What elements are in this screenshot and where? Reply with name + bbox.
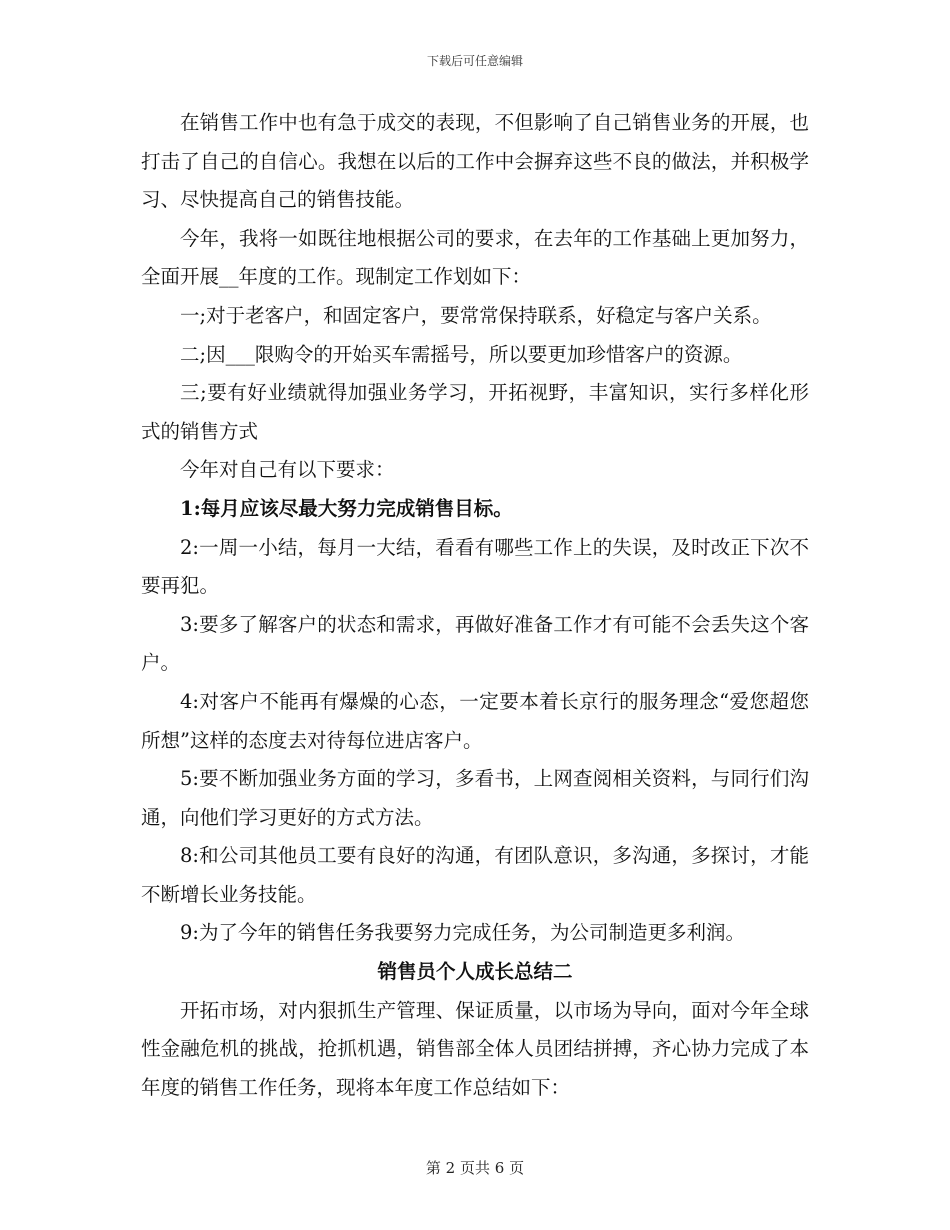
requirement-1: 1:每月应该尽最大努力完成销售目标。 [180,496,513,520]
paragraph-plan: 今年，我将一如既往地根据公司的要求，在去年的工作基础上更加努力，全面开展__年度的工作。现制定工作划如下： [141,226,809,289]
requirement-8: 8:和公司其他员工要有良好的沟通，有团队意识，多沟通，多探讨，才能不断增长业务技能。 [141,844,809,906]
page-footer: 第 2 页共 6 页 [425,1159,525,1177]
section-2-paragraph: 开拓市场，对内狠抓生产管理、保证质量，以市场为导向，面对今年全球性金融危机的挑战，抢抓机遇，销售部全体人员团结拼搏，齐心协力完成了本年度的销售工作任务，现将本年度工作总结如下： [141,998,809,1099]
plan-item-3: 三;要有好业绩就得加强业务学习，开拓视野，丰富知识，实行多样化形式的销售方式 [141,381,809,443]
requirements-intro: 今年对自己有以下要求： [180,458,395,482]
plan-item-1: 一;对于老客户，和固定客户，要常常保持联系，好稳定与客户关系。 [180,303,772,327]
requirement-5: 5:要不断加强业务方面的学习，多看书，上网查阅相关资料，与同行们沟通，向他们学习更好的方式方法。 [141,767,809,829]
paragraph-intro: 在销售工作中也有急于成交的表现，不但影响了自己销售业务的开展，也打击了自己的自信心。我想在以后的工作中会摒弃这些不良的做法，并积极学习、尽快提高自己的销售技能。 [141,111,809,212]
page-header: 下载后可任意编辑 [426,54,523,68]
plan-item-2: 二;因___限购令的开始买车需摇号，所以要更加珍惜客户的资源。 [180,342,743,366]
document-body [141,104,809,1107]
requirement-3: 3:要多了解客户的状态和需求，再做好准备工作才有可能不会丢失这个客户。 [141,612,809,675]
requirement-2: 2:一周一小结，每月一大结，看看有哪些工作上的失误，及时改正下次不要再犯。 [141,535,809,598]
requirement-4: 4:对客户不能再有爆燥的心态，一定要本着长京行的服务理念“爱您超您所想”这样的态度去对待每位进店客户。 [141,689,809,752]
section-2-title: 销售员个人成长总结二 [377,960,573,984]
requirement-9: 9:为了今年的销售任务我要努力完成任务，为公司制造更多利润。 [180,921,745,945]
